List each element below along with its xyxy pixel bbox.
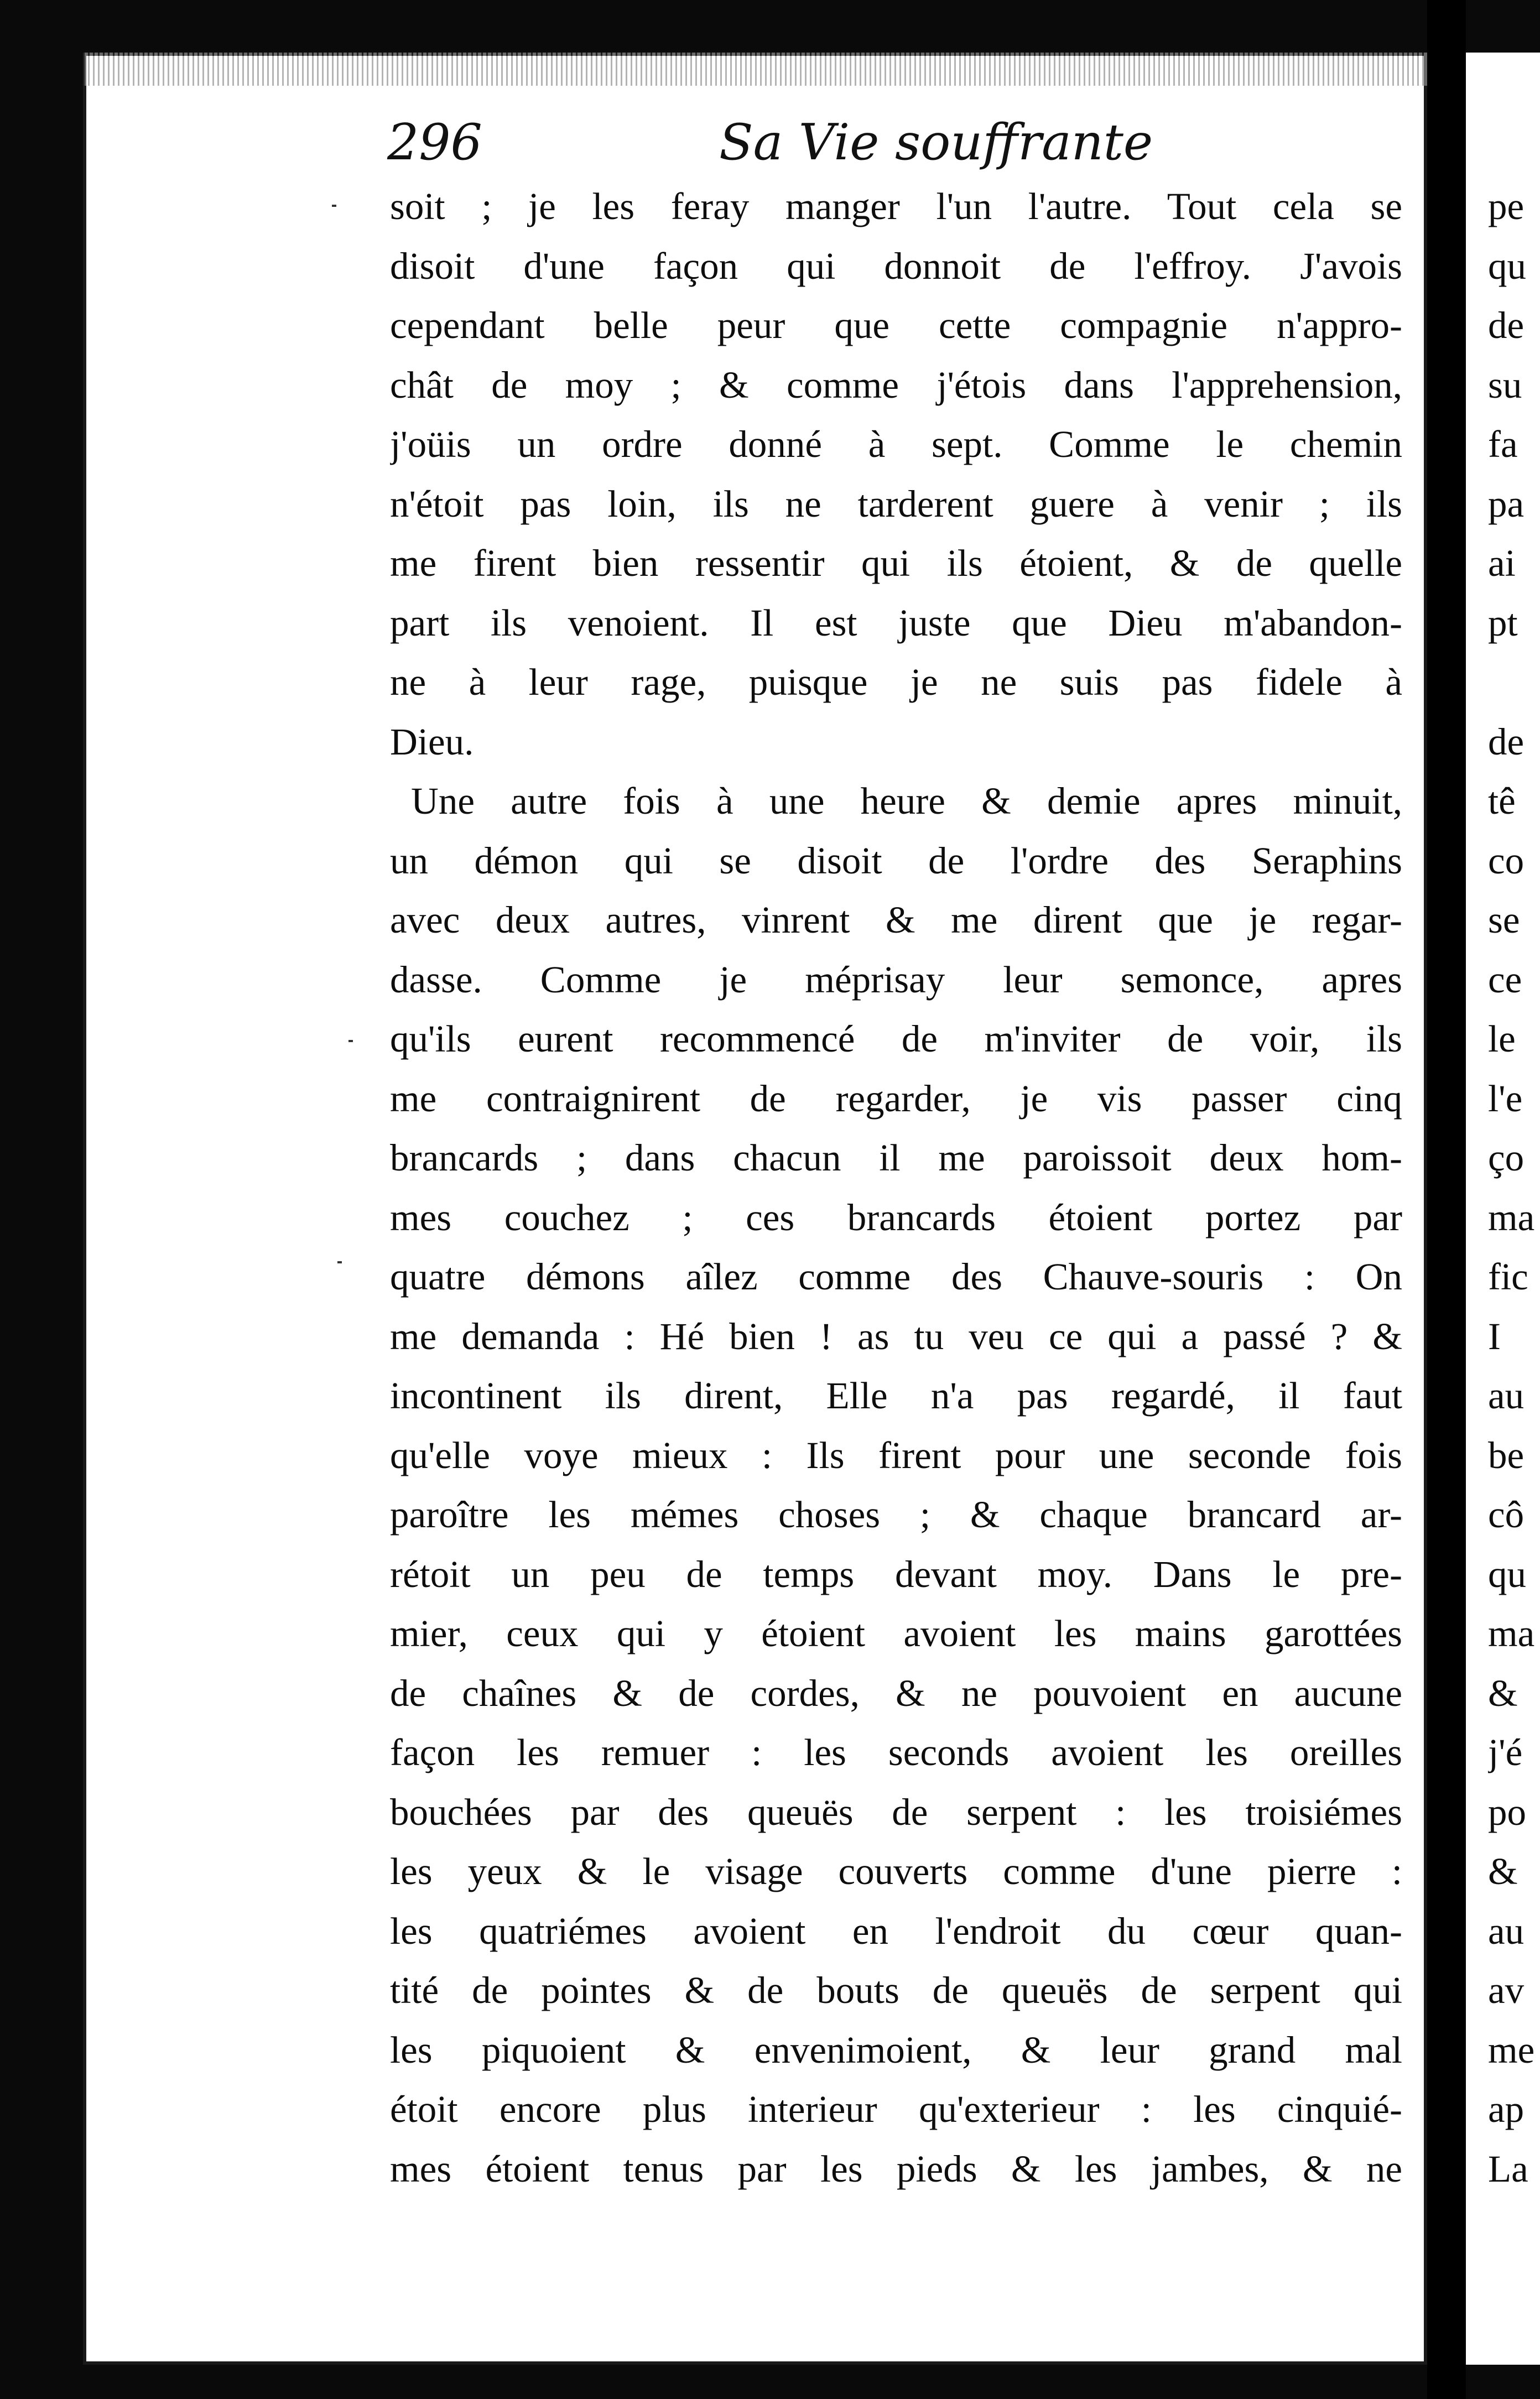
text-line: mier, ceux qui y étoient avoient les mains garottées [390,1612,1402,1654]
line-fragment: ce [1488,958,1522,1001]
text-line: un démon qui se disoit de l'ordre des Seraphins [390,839,1402,882]
text-line: part ils venoient. Il est juste que Dieu m'abandon- [390,601,1402,644]
text-line: me demanda : Hé bien ! as tu veu ce qui a passé ? & [390,1315,1402,1357]
paragraph-start-line: Une autre fois à une heure & demie apres minuit, [411,780,1402,822]
line-fragment: qu [1488,244,1526,287]
line-fragment: ma [1488,1196,1535,1238]
line-fragment: av [1488,1969,1525,2011]
text-line: incontinent ils dirent, Elle n'a pas regardé, il faut [390,1375,1402,1417]
line-fragment: su [1488,363,1522,406]
text-line: chât de moy ; & comme j'étois dans l'apprehension, [390,363,1402,406]
line-fragment: j'é [1488,1731,1523,1773]
line-fragment: co [1488,839,1525,882]
line-fragment: l'e [1488,1077,1523,1120]
text-line: n'étoit pas loin, ils ne tarderent guere à venir ; ils [390,482,1402,525]
text-line: qu'ils eurent recommencé de m'inviter de voir, ils [390,1018,1402,1060]
right-page-text-fragments [1488,177,1540,2199]
margin-speck [348,1040,353,1042]
margin-speck [332,205,336,207]
running-head [387,113,1153,180]
line-fragment: au [1488,1909,1525,1952]
text-line: me contraignirent de regarder, je vis passer cinq [390,1077,1402,1120]
line-fragment: de [1488,304,1525,346]
line-fragment [1488,653,1540,712]
text-line: bouchées par des queuës de serpent : les troisiémes [390,1791,1402,1833]
line-fragment: qu [1488,1553,1526,1595]
line-fragment: ap [1488,2088,1525,2130]
text-line: cependant belle peur que cette compagnie n'appro- [390,304,1402,346]
text-line: qu'elle voye mieux : Ils firent pour une seconde fois [390,1434,1402,1476]
body-text [390,177,1402,2199]
line-fragment: po [1488,1791,1526,1833]
text-line: rétoit un peu de temps devant moy. Dans le pre- [390,1553,1402,1595]
text-line: disoit d'une façon qui donnoit de l'effroy. J'avois [390,244,1402,287]
line-fragment: fic [1488,1256,1528,1298]
text-line: les piquoient & envenimoient, & leur grand mal [390,2028,1402,2071]
text-line: soit ; je les feray manger l'un l'autre. Tout cela se [390,185,1402,227]
text-line: tité de pointes & de bouts de queuës de serpent qui [390,1969,1402,2011]
book-gutter [1427,0,1466,2399]
line-fragment: au [1488,1375,1525,1417]
line-fragment: ai [1488,542,1516,584]
text-line: quatre démons aîlez comme des Chauve-souris : On [390,1256,1402,1298]
text-line: j'oüis un ordre donné à sept. Comme le chemin [390,423,1402,465]
line-fragment: pt [1488,601,1518,644]
text-line: brancards ; dans chacun il me paroissoit deux hom- [390,1137,1402,1179]
text-line: avec deux autres, vinrent & me dirent que je regar- [390,899,1402,941]
text-line: mes couchez ; ces brancards étoient portez par [390,1196,1402,1238]
text-line: les yeux & le visage couverts comme d'une pierre : [390,1850,1402,1892]
text-line: ne à leur rage, puisque je ne suis pas fidele à [390,661,1402,703]
text-line: de chaînes & de cordes, & ne pouvoient en aucune [390,1672,1402,1714]
line-fragment: & [1488,1850,1518,1892]
line-fragment: La [1488,2147,1528,2190]
line-fragment: cô [1488,1493,1525,1536]
line-fragment: de [1488,720,1525,763]
line-fragment: I [1488,1315,1501,1357]
line-fragment: be [1488,1434,1525,1476]
line-fragment: pe [1488,185,1525,227]
text-line: Dieu. [390,720,474,763]
line-fragment: pa [1488,482,1525,525]
line-fragment: ço [1488,1137,1525,1179]
line-fragment: le [1488,1018,1516,1060]
text-line: mes étoient tenus par les pieds & les jambes, & ne [390,2147,1402,2190]
text-line: paroître les mémes choses ; & chaque brancard ar- [390,1493,1402,1536]
text-line: dasse. Comme je méprisay leur semonce, apres [390,958,1402,1001]
line-fragment: tê [1488,780,1516,822]
text-line: les quatriémes avoient en l'endroit du cœur quan- [390,1909,1402,1952]
text-line: étoit encore plus interieur qu'exterieur : les cinquié- [390,2088,1402,2130]
text-line: me firent bien ressentir qui ils étoient, & de quelle [390,542,1402,584]
line-fragment: se [1488,899,1520,941]
line-fragment: & [1488,1672,1518,1714]
margin-speck [337,1261,342,1263]
line-fragment: ma [1488,1612,1535,1654]
line-fragment: fa [1488,423,1518,465]
running-title: Sa Vie souffrante [719,113,1153,171]
line-fragment: me [1488,2028,1535,2071]
text-line: façon les remuer : les seconds avoient les oreilles [390,1731,1402,1773]
page-number: 296 [387,113,482,171]
